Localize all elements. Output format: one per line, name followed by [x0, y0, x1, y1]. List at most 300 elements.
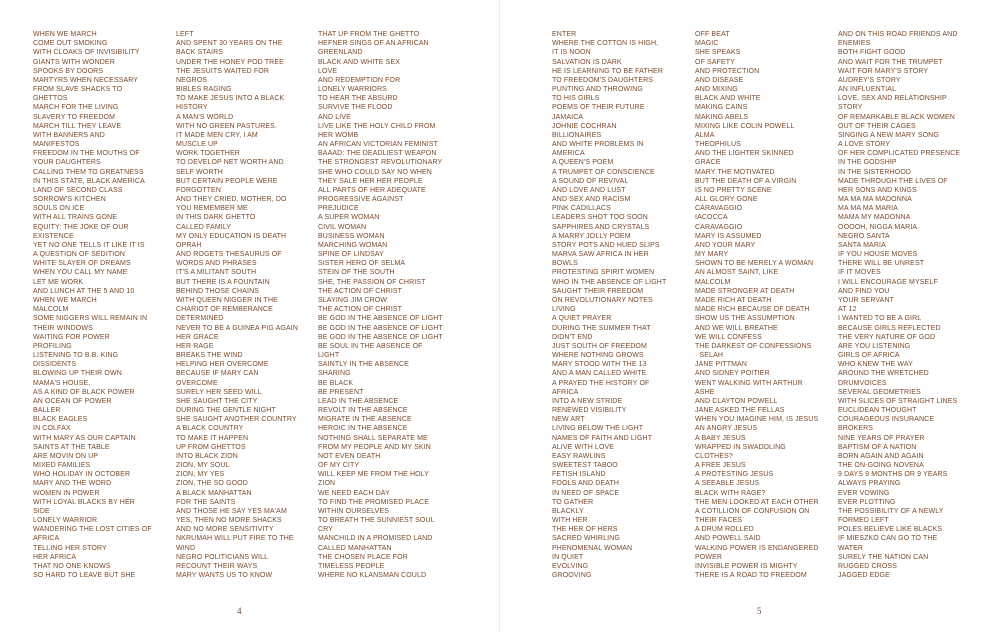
poem-line: SPOOKS BY DOORS [33, 67, 104, 75]
poem-line: SWEETEST TABOO [552, 462, 618, 470]
poem-line: A BLACK COUNTRY [176, 425, 244, 433]
poem-line: CRY [318, 526, 334, 534]
poem-line: SOME NIGGERS WILL REMAIN IN [33, 315, 148, 323]
poem-line: ASHE [695, 388, 715, 396]
poem-line: SHOWN TO BE MERELY A WOMAN [695, 260, 814, 268]
poem-line: WE NEED EACH DAY [318, 489, 390, 497]
poem-line: STORY [838, 104, 863, 112]
poem-line: MAKING CAINS [695, 104, 748, 112]
poem-line: STORY POTS AND HUED SLIPS [552, 241, 660, 249]
poem-line: WALKING POWER IS ENDANGERED [695, 544, 819, 552]
poem-line: WHEN YOU CALL MY NAME [33, 269, 128, 277]
poem-line: FOOLS AND DEATH [552, 480, 620, 488]
poem-line: AND SIDNEY POITIER [695, 370, 770, 378]
poem-line: HER RAGE [176, 342, 214, 350]
poem-line: BE BLACK [318, 379, 354, 387]
poem-line: AND ON THIS ROAD FRIENDS AND [838, 31, 958, 38]
poem-line: MY ONLY EDUCATION IS DEATH [176, 232, 287, 240]
poem-line: SHOW US THE ASSUMPTION [695, 315, 795, 323]
poem-line: BE GOD IN THE ABSENCE OF LIGHT [318, 324, 443, 332]
poem-line: ZION, MY SOUL [176, 462, 230, 470]
poem-line: GROOVING [552, 572, 592, 580]
poem-line: AND POWELL SAID [695, 535, 761, 543]
poem-line: MARY WANTS US TO KNOW [176, 572, 273, 580]
poem-line: OVERCOME [176, 379, 218, 387]
poem-line: BUT THERE IS A FOUNTAIN [176, 278, 270, 286]
poem-line: AND NO MORE SENSITIVITY [176, 526, 274, 534]
poem-line: INTO A NEW STRIDE [552, 397, 623, 405]
poem-line: ARE MOVIN ON UP [33, 452, 99, 460]
poem-line: · SELAH [695, 352, 724, 360]
poem-line: WRAPPED IN SWADDLING [695, 443, 786, 451]
poem-line: UP FROM GHETTOS [176, 443, 246, 451]
poem-line: LOVE, SEX AND RELATIONSHIP [838, 95, 947, 103]
poem-line: FORGOTTEN [176, 186, 222, 194]
poem-line: IT IS NOON [552, 49, 591, 57]
poem-line: AND ROGETS THESAURUS OF [176, 251, 282, 259]
poem-line: THERE IS A ROAD TO FREEDOM [695, 572, 807, 580]
poem-line: INVISIBLE POWER IS MIGHTY [695, 562, 798, 570]
poem-line: GIANTS WITH WONDER [33, 58, 115, 66]
poem-line: NEGRO POLITICIANS WILL [176, 553, 269, 561]
poem-line: I WILL ENCOURAGE MYSELF [838, 278, 938, 286]
poem-line: NEVER TO BE A GUINEA PIG AGAIN [176, 324, 298, 332]
poem-line: TIMELESS PEOPLE [318, 562, 385, 570]
poem-line: NEW ART [552, 416, 585, 424]
poem-line: LET ME WORK [33, 278, 84, 286]
poem-line: MADE RICH AT DEATH [695, 296, 772, 304]
poem-line: WITH QUEEN NIGGER IN THE [176, 296, 278, 304]
poem-line: WHEN WE MARCH [33, 31, 97, 38]
poem-line: MALCOLM [33, 306, 69, 314]
poem-line: AND THOSE HE SAY YES MA'AM [176, 507, 287, 515]
poem-line: BECAUSE GIRLS REFLECTED [838, 324, 941, 332]
poem-line: MADE STRONGER AT DEATH [695, 287, 795, 295]
poem-line: BE PRESENT [318, 388, 364, 396]
poem-line: MARCHING WOMAN [318, 241, 388, 249]
poem-line: SAINTS AT THE TABLE [33, 443, 110, 451]
poem-line: HISTORY [176, 104, 208, 112]
poem-line: TO HIS GIRLS [552, 95, 600, 103]
poem-column-4 [552, 30, 690, 580]
poem-line: IN QUIET [552, 553, 584, 561]
poem-line: HER WOMB [318, 131, 359, 139]
poem-line: BECAUSE IF MARY CAN [176, 370, 259, 378]
poem-line: AFRICA [552, 388, 579, 396]
poem-line: NEGRO SANTA [838, 232, 890, 240]
poem-line: A SUPER WOMAN [318, 214, 380, 222]
poem-line: CIVIL WOMAN [318, 223, 367, 231]
poem-line: THE POSSIBILITY OF A NEWLY [838, 507, 944, 515]
poem-line: TO MAKE JESUS INTO A BLACK [176, 95, 285, 103]
poem-line: AMERICA [552, 150, 585, 158]
poem-line: NOTHING SHALL SEPARATE ME [318, 434, 428, 442]
poem-line: OF SAFETY [695, 58, 735, 66]
poem-line: THE VERY NATURE OF GOD [838, 333, 936, 341]
poem-line: CALLING THEM TO GREATNESS [33, 168, 144, 176]
poem-line: A PRAYED THE HISTORY OF [552, 379, 650, 387]
poem-line: GREENLAND [318, 49, 363, 57]
poem-line: CARAVAGGIO [695, 205, 743, 213]
poem-line: HER AFRICA [33, 553, 77, 561]
poem-line: BOTH FIGHT GOOD [838, 49, 906, 57]
poem-line: SELF WORTH [176, 168, 223, 176]
poem-line: DRUMVOICES [838, 379, 887, 387]
poem-line: THE STRONGEST REVOLUTIONARY [318, 159, 443, 167]
poem-line: LISTENING TO B.B. KING [33, 352, 119, 360]
poem-line: EVOLVING [552, 562, 589, 570]
poem-line: MAMA MY MADONNA [838, 214, 911, 222]
poem-line: BREAKS THE WIND [176, 352, 243, 360]
page-number: 4 [237, 606, 242, 616]
poem-line: BILLIONAIRES [552, 131, 602, 139]
poem-line: PROFILING [33, 342, 72, 350]
poem-line: UNDER THE HONEY POD TREE [176, 58, 284, 66]
poem-line: OFF BEAT [695, 31, 730, 38]
poem-line: THE MEN LOOKED AT EACH OTHER [695, 498, 819, 506]
poem-line: LAND OF SECOND CLASS [33, 186, 123, 194]
poem-line: DURING THE SUMMER THAT [552, 324, 651, 332]
poem-line: YOUR SERVANT [838, 296, 895, 304]
poem-line: MARCH FOR THE LIVING [33, 104, 119, 112]
poem-column-6 [838, 30, 976, 580]
poem-line: WORDS AND PHRASES [176, 260, 257, 268]
poem-line: MARTYRS WHEN NECESSARY [33, 76, 139, 84]
poem-line: MIXING LIKE COLIN POWELL [695, 122, 795, 130]
poem-line: SPINE OF LINDSAY [318, 251, 384, 259]
poem-line: LEADERS SHOT TOO SOON [552, 214, 648, 222]
poem-line: AN AFRICAN VICTORIAN FEMINIST [318, 141, 439, 149]
poem-line: AND MIXING [695, 86, 738, 94]
poem-line: NINE YEARS OF PRAYER [838, 434, 925, 442]
poem-line: SOULS ON ICE [33, 205, 85, 213]
poem-line: AN INFLUENTIAL [838, 86, 897, 94]
poem-line: A LOVE STORY [838, 141, 891, 149]
poem-line: MAGIC [695, 40, 719, 48]
poem-line: YOUR DAUGHTERS [33, 159, 101, 167]
poem-line: TO GATHER [552, 498, 594, 506]
poem-line: JAGGED EDGE [838, 572, 890, 580]
poem-line: TO FREEDOM'S DAUGHTERS [552, 76, 654, 84]
poem-line: BEHIND THOSE CHAINS [176, 287, 260, 295]
poem-line: FROM SLAVE SHACKS TO [33, 86, 123, 94]
poem-line: BLACK WITH RAGE? [695, 489, 766, 497]
poem-line: MANIFESTOS [33, 141, 80, 149]
poem-line: PROTESTING SPIRIT WOMEN [552, 269, 655, 277]
poem-line: PREJUDICE [318, 205, 359, 213]
poem-line: SLAVERY TO FREEDOM [33, 113, 116, 121]
poem-line: A QUEEN'S POEM [552, 159, 614, 167]
poem-line: COME OUT SMOKING [33, 40, 108, 48]
poem-line: 9 DAYS 9 MONTHS OR 9 YEARS [838, 471, 948, 479]
poem-line: SLAYING JIM CROW [318, 296, 388, 304]
poem-line: SURVIVE THE FLOOD [318, 104, 393, 112]
poem-line: WITH SLICES OF STRAIGHT LINES [838, 397, 958, 405]
poem-line: HELPING HER OVERCOME [176, 361, 269, 369]
poem-line: THEIR FACES [695, 517, 743, 525]
poem-line: BALLER [33, 407, 61, 415]
poem-line: AN ANGRY JESUS [695, 425, 758, 433]
poem-line: AND PROTECTION [695, 67, 760, 75]
poem-line: BUT THE DEATH OF A VIRGIN [695, 177, 797, 185]
poem-line: HEROIC IN THE ABSENCE [318, 425, 408, 433]
poem-line: TO MAKE IT HAPPEN [176, 434, 249, 442]
poem-line: WORK TOGETHER [176, 150, 240, 158]
poem-line: AND LIVE [318, 113, 351, 121]
poem-line: FETISH ISLAND [552, 471, 606, 479]
poem-line: A MARRY JOLLY POEM [552, 232, 631, 240]
poem-line: WITH NO GREEN PASTURES. [176, 122, 278, 130]
poem-line: EQUITY: THE JOKE OF OUR [33, 223, 129, 231]
poem-line: GRACE [695, 159, 721, 167]
poem-line: MIGRATE IN THE ABSENCE [318, 416, 412, 424]
poem-line: BE GOD IN THE ABSENCE OF LIGHT [318, 315, 443, 323]
poem-line: WHEN WE MARCH [33, 296, 97, 304]
poem-line: POLES BELIEVE LIKE BLACKS [838, 526, 943, 534]
poem-line: BORN AGAIN AND AGAIN [838, 452, 924, 460]
poem-line: ALWAYS PRAYING [838, 480, 901, 488]
poem-line: WITHIN OURSELVES [318, 507, 390, 515]
poem-line: MA MA MA MARIA [838, 205, 899, 213]
poem-line: SAINTLY IN THE ABSENCE [318, 361, 409, 369]
poem-line: OF HER COMPLICATED PRESENCE [838, 150, 961, 158]
poem-line: THEY SALE HER HER PEOPLE [318, 177, 423, 185]
poem-line: AND SEX AND RACISM [552, 196, 631, 204]
poem-line: WHERE THE COTTON IS HIGH, [552, 40, 659, 48]
poem-line: AND FIND YOU [838, 287, 890, 295]
poem-line: BIBLES RAGING [176, 86, 232, 94]
poem-line: THE HER OF HERS [552, 526, 618, 534]
poem-line: MADE RICH BECAUSE OF DEATH [695, 306, 810, 314]
poem-line: BE GOD IN THE ABSENCE OF LIGHT [318, 333, 443, 341]
poem-line: THE ON-GOING NOVENA [838, 462, 924, 470]
poem-line: TO BREATH THE SUNNIEST SOUL [318, 517, 435, 525]
poem-column-5 [695, 30, 833, 580]
poem-line: WITH BANNERS AND [33, 131, 105, 139]
poem-line: A BLACK MANHATTAN [176, 489, 252, 497]
poem-line: A DRUM ROLLED [695, 526, 754, 534]
poem-line: BLACK EAGLES [33, 416, 88, 424]
poem-line: AND SPENT 30 YEARS ON THE [176, 40, 283, 48]
poem-line: SHE WHO COULD SAY NO WHEN [318, 168, 432, 176]
poem-line: BE SOUL IN THE ABSENCE OF [318, 342, 423, 350]
poem-line: WHO IN THE ABSENCE OF LIGHT [552, 278, 667, 286]
poem-line: OF REMARKABLE BLACK WOMEN [838, 113, 955, 121]
poem-line: BOWLS [552, 260, 578, 268]
poem-line: BACK STAIRS [176, 49, 224, 57]
poem-line: ENEMIES [838, 40, 871, 48]
poem-line: I WANTED TO BE A GIRL [838, 315, 922, 323]
poem-line: IT'S A MILITANT SOUTH [176, 269, 257, 277]
poem-line: WITH MARY AS OUR CAPTAIN [33, 434, 136, 442]
poem-line: LIVING [552, 306, 576, 314]
poem-line: AN ALMOST SAINT, LIKE [695, 269, 779, 277]
poem-line: JOHNIE COCHRAN [552, 122, 617, 130]
poem-line: IN THE SISTERHOOD [838, 168, 912, 176]
poem-line: THEOPHILUS [695, 141, 741, 149]
poem-line: EVER PLOTTING [838, 498, 896, 506]
poem-line: THE JESUITS WAITED FOR [176, 67, 269, 75]
poem-line: GHETTOS [33, 95, 68, 103]
poem-line: PINK CADILLACS [552, 205, 611, 213]
poem-line: WHERE NOTHING GROWS [552, 352, 644, 360]
poem-line: SHE SAUGHT ANOTHER COUNTRY [176, 416, 297, 424]
poem-line: ZION, MY YES [176, 471, 225, 479]
poem-line: AND WE WILL BREATHE [695, 324, 778, 332]
poem-line: BROKERS [838, 425, 874, 433]
poem-line: SHARING [318, 370, 351, 378]
poem-line: WAIT FOR MARY'S STORY [838, 67, 929, 75]
poem-line: SEVERAL GEOMETRIES [838, 388, 921, 396]
poem-line: MA MA MA MADONNA [838, 196, 912, 204]
poem-line: IS NO PRETTY SCENE [695, 186, 772, 194]
poem-line: ALMA [695, 131, 715, 139]
poem-line: WHEN YOU IMAGINE HIM, IS JESUS [695, 416, 819, 424]
poem-line: OPRAH [176, 241, 202, 249]
poem-line: WENT WALKING WITH ARTHUR [695, 379, 803, 387]
poem-line: AND CLAYTON POWELL [695, 397, 778, 405]
poem-line: JAMAICA [552, 113, 584, 121]
poem-line: COURAGEOUS INSURANCE [838, 416, 935, 424]
poem-line: AN OCEAN OF POWER [33, 397, 112, 405]
poem-line: INTO BLACK ZION [176, 452, 238, 460]
poem-line: MARVA SAW AFRICA IN HER [552, 251, 649, 259]
poem-line: AFRICA [33, 535, 60, 543]
poem-line: EUCLIDEAN THOUGHT [838, 407, 917, 415]
poem-line: HER GRACE [176, 333, 219, 341]
poem-line: NAMES OF FAITH AND LIGHT [552, 434, 653, 442]
poem-line: OOOOH, NIGGA MARIA [838, 223, 918, 231]
poem-line: AS A KIND OF BLACK POWER [33, 388, 135, 396]
poem-line: HEFNER SINGS OF AN AFRICAN [318, 40, 429, 48]
poem-line: ALL PARTS OF HER ADEQUATE [318, 186, 426, 194]
poem-column-1 [33, 30, 171, 580]
poem-line: WATER [838, 544, 864, 552]
poem-line: ARE YOU LISTENING [838, 342, 911, 350]
poem-line: YES, THEN NO MORE SHACKS [176, 517, 282, 525]
poem-line: BAAAD: THE DEADLIEST WEAPON [318, 150, 437, 158]
poem-line: WE WILL CONFESS [695, 333, 762, 341]
poem-line: PHENOMENAL WOMAN [552, 544, 633, 552]
poem-line: MIXED FAMILIES [33, 462, 91, 470]
poem-line: OUT OF THEIR CAGES [838, 122, 916, 130]
poem-line: WITH LOYAL BLACKS BY HER [33, 498, 135, 506]
poem-column-3 [318, 30, 456, 580]
poem-line: MY MARY [695, 251, 729, 259]
poem-line: MARCH TILL THEY LEAVE [33, 122, 122, 130]
poem-line: LONELY WARRIORS [318, 86, 387, 94]
poem-line: AND DISEASE [695, 76, 744, 84]
poem-line: LIVE LIKE THE HOLY CHILD FROM [318, 122, 436, 130]
poem-line: DIDN'T END [552, 333, 593, 341]
poem-line: WITH ALL TRAINS GONE [33, 214, 118, 222]
poem-line: AND LOVE AND LUST [552, 186, 626, 194]
poem-line: RUGGED CROSS [838, 562, 898, 570]
poem-line: IF IT MOVES [838, 269, 881, 277]
poem-line: WITH CLOAKS OF INVISIBILITY [33, 49, 140, 57]
page-number: 5 [757, 606, 762, 616]
poem-line: THAT NO ONE KNOWS [33, 562, 111, 570]
poem-line: FREEDOM IN THE MOUTHS OF [33, 150, 140, 158]
poem-line: AND WAIT FOR THE TRUMPET [838, 58, 943, 66]
poem-line: A MAN'S WORLD [176, 113, 234, 121]
poem-line: FOR THE SAINTS [176, 498, 236, 506]
poem-line: A COTILLION OF CONFUSION ON [695, 507, 810, 515]
poem-line: SINGING A NEW MARY SONG [838, 131, 939, 139]
poem-line: AND THE LIGHTER SKINNED [695, 150, 794, 158]
poem-line: SALVATION IS DARK [552, 58, 622, 66]
poem-line: WANDERING THE LOST CITIES OF [33, 526, 152, 534]
poem-line: AND A MAN CALLED WHITE [552, 370, 647, 378]
poem-line: DISSIDENTS [33, 361, 77, 369]
poem-line: AUDREY'S STORY [838, 76, 901, 84]
poem-line: STEIN OF THE SOUTH [318, 269, 395, 277]
poem-line: YOU REMEMBER ME [176, 205, 248, 213]
poem-line: A TRUMPET OF CONSCIENCE [552, 168, 655, 176]
poem-line: LEFT [176, 31, 194, 38]
poem-line: SHE SPEAKS [695, 49, 741, 57]
poem-line: ALIVE WITH LOVE [552, 443, 615, 451]
poem-line: AROUND THE WRETCHED [838, 370, 929, 378]
poem-line: EXISTENCE [33, 232, 74, 240]
poem-line: AT 12 [838, 306, 857, 314]
poem-line: SO HARD TO LEAVE BUT SHE [33, 572, 136, 580]
poem-line: LONELY WARRIOR [33, 517, 98, 525]
poem-line: CARAVAGGIO [695, 223, 743, 231]
poem-line: AND LUNCH AT THE 5 AND 10 [33, 287, 135, 295]
poem-line: WHERE NO KLANSMAN COULD [318, 572, 427, 580]
poem-line: SAPPHIRES AND CRYSTALS [552, 223, 650, 231]
poem-column-2 [176, 30, 314, 580]
poem-line: WHO KNEW THE WAY [838, 361, 913, 369]
poem-line: IN THE GODSHIP [838, 159, 897, 167]
poem-line: SHE SAUGHT THE CITY [176, 397, 258, 405]
poem-line: SAUGHT THEIR FREEDOM [552, 287, 644, 295]
poem-line: WIND [176, 544, 196, 552]
poem-line: ALL GLORY GONE [695, 196, 758, 204]
poem-line: THERE WILL BE UNREST [838, 260, 925, 268]
poem-line: ENTER [552, 31, 577, 38]
poem-line: WAITING FOR POWER [33, 333, 110, 341]
poem-line: FORMED LEFT [838, 517, 889, 525]
poem-line: ZION, THE SO GOOD [176, 480, 248, 488]
poem-line: WITH HER [552, 517, 588, 525]
poem-line: WHITE SLAYER OF DREAMS [33, 260, 131, 268]
poem-line: ON REVOLUTIONARY NOTES [552, 296, 653, 304]
poem-line: LOVE [318, 67, 338, 75]
poem-line: YET NO ONE TELLS IT LIKE IT IS [33, 241, 145, 249]
poem-line: IN COLFAX [33, 425, 71, 433]
poem-line: MANCHILD IN A PROMISED LAND [318, 535, 433, 543]
poem-line: MUSCLE UP [176, 141, 218, 149]
poem-line: BLACK AND WHITE [695, 95, 761, 103]
poem-line: MALCOLM [695, 278, 731, 286]
poem-line: HER SONS AND KINGS [838, 186, 917, 194]
poem-line: CALLED MANHATTAN [318, 544, 392, 552]
poem-line: WOMEN IN POWER [33, 489, 100, 497]
poem-line: POEMS OF THEIR FUTURE [552, 104, 645, 112]
poem-line: IF YOU HOUSE MOVES [838, 251, 918, 259]
poem-line: AND THEY CRIED, MOTHER, DO [176, 196, 287, 204]
poem-line: MARY IS ASSUMED [695, 232, 762, 240]
poem-line: A SEEABLE JESUS [695, 480, 760, 488]
poem-line: REVOLT IN THE ABSENCE [318, 407, 408, 415]
poem-line: WILL KEEP ME FROM THE HOLY [318, 471, 429, 479]
poem-line: TO DEVELOP NET WORTH AND [176, 159, 284, 167]
poem-line: BLACK AND WHITE SEX [318, 58, 401, 66]
poem-line: WHO HOLIDAY IN OCTOBER [33, 471, 131, 479]
poem-line: RENEWED VISIBILITY [552, 407, 627, 415]
